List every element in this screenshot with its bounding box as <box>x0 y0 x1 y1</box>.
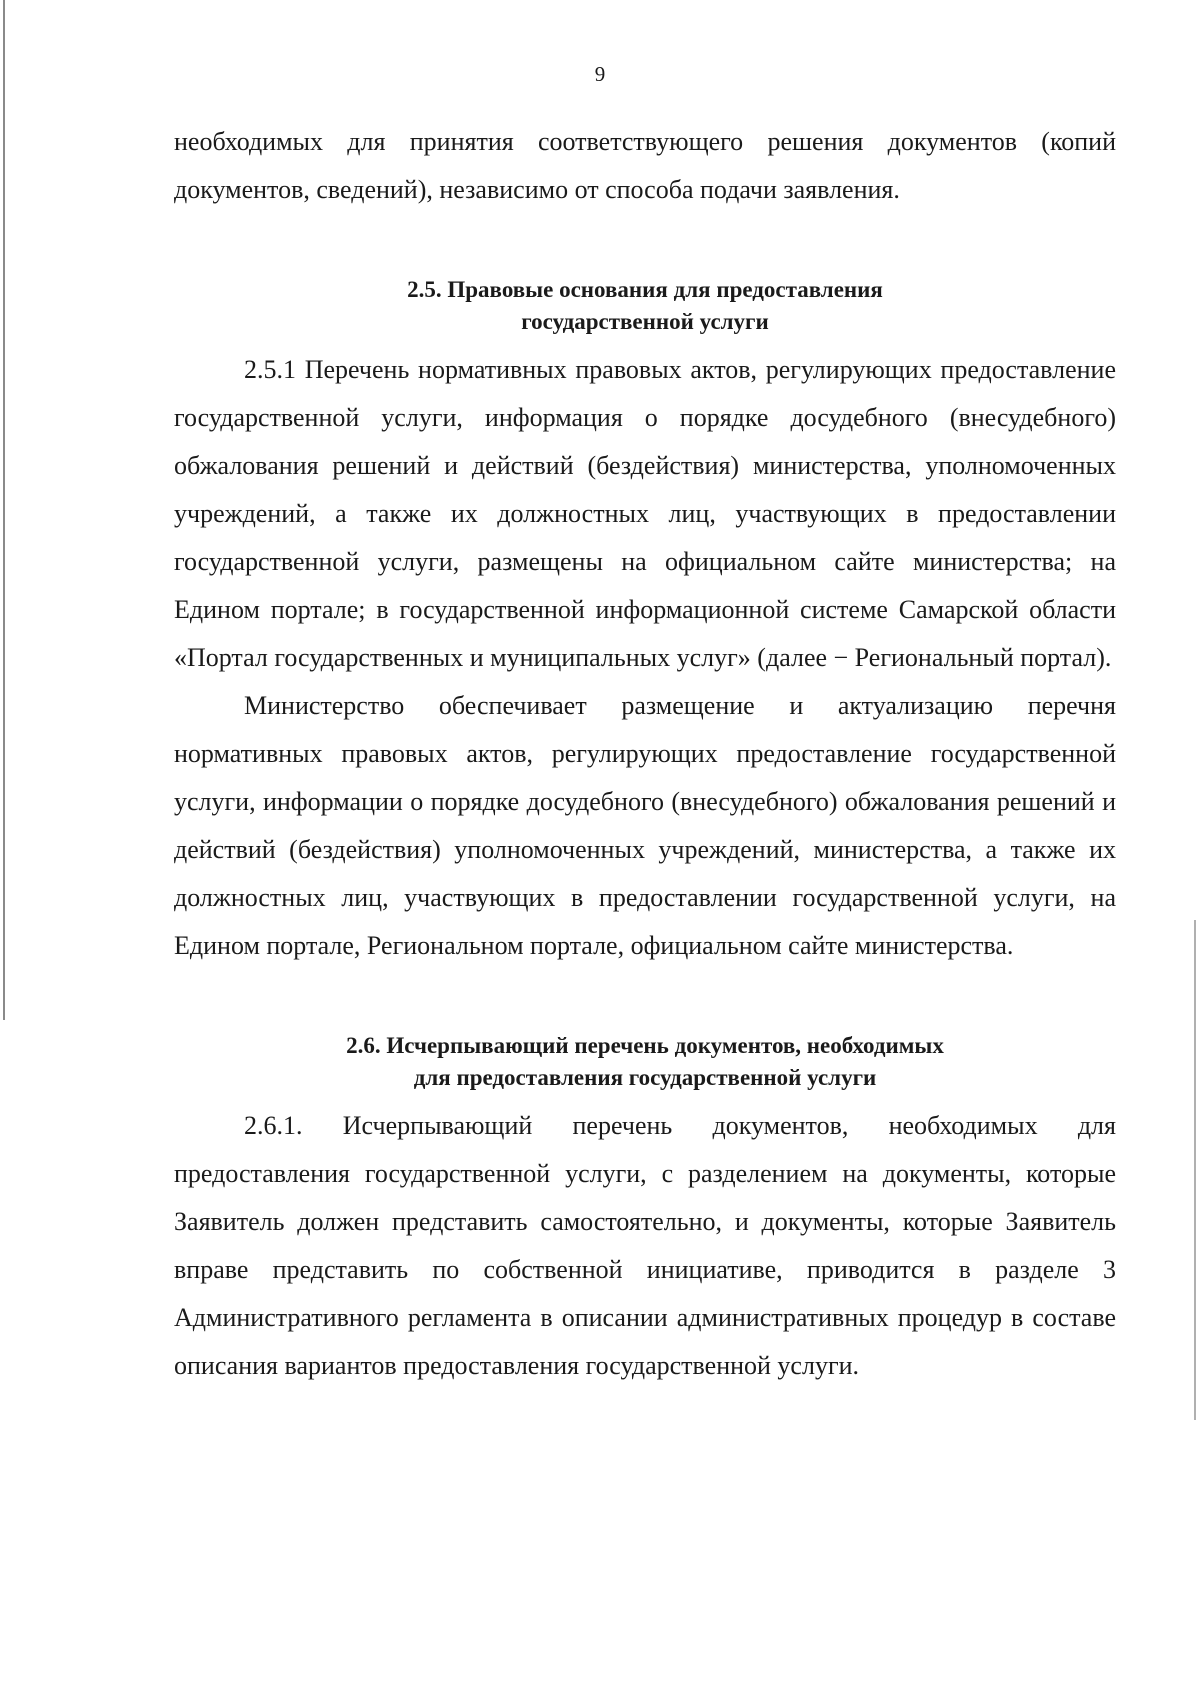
page-number: 9 <box>594 62 606 86</box>
section-2-6-paragraph-1: 2.6.1. Исчерпывающий перечень документов, необходимых для предоставления государственной услуги, с разделением на документы, которые Заявитель должен представить самостоятельно, и документы, которые Заявитель вправе представить по собственной инициативе, приводится в разделе 3 Административного регламента в описании административных процедур в составе описания вариантов предоставления государственной услуги. <box>174 1111 1116 1380</box>
scan-edge-left <box>3 0 5 1020</box>
section-2-5-paragraph-2: Министерство обеспечивает размещение и актуализацию перечня нормативных правовых актов, регулирующих предоставление государственной услуги, информации о порядке досудебного (внесудебного) обжалования решений и действий (бездействия) уполномоченных учреждений, министерства, а также их должностных лиц, участвующих в предоставлении государственной услуги, на Едином портале, Региональном портале, официальном сайте министерства. <box>174 691 1116 960</box>
section-2-6-heading-line2: для предоставления государственной услуги <box>413 1065 877 1090</box>
scan-edge-right <box>1194 920 1196 1420</box>
document-body <box>174 118 1116 1390</box>
section-2-5-paragraph-1: 2.5.1 Перечень нормативных правовых актов, регулирующих предоставление государственной услуги, информация о порядке досудебного (внесудебного) обжалования решений и действий (бездействия) министерства, уполномоченных учреждений, а также их должностных лиц, участвующих в предоставлении государственной услуги, размещены на официальном сайте министерства; на Едином портале; в государственной информационной системе Самарской области «Портал государственных и муниципальных услуг» (далее − Региональный портал). <box>174 355 1116 672</box>
section-2-6-heading <box>174 1030 1116 1094</box>
section-2-6-heading-line1: 2.6. Исчерпывающий перечень документов, необходимых <box>346 1033 944 1058</box>
section-2-5-heading-line2: государственной услуги <box>521 309 769 334</box>
intro-paragraph: необходимых для принятия соответствующего решения документов (копий документов, сведений), независимо от способа подачи заявления. <box>174 127 1116 204</box>
section-2-5-heading-line1: 2.5. Правовые основания для предоставления <box>407 277 883 302</box>
section-2-5-heading <box>174 274 1116 338</box>
